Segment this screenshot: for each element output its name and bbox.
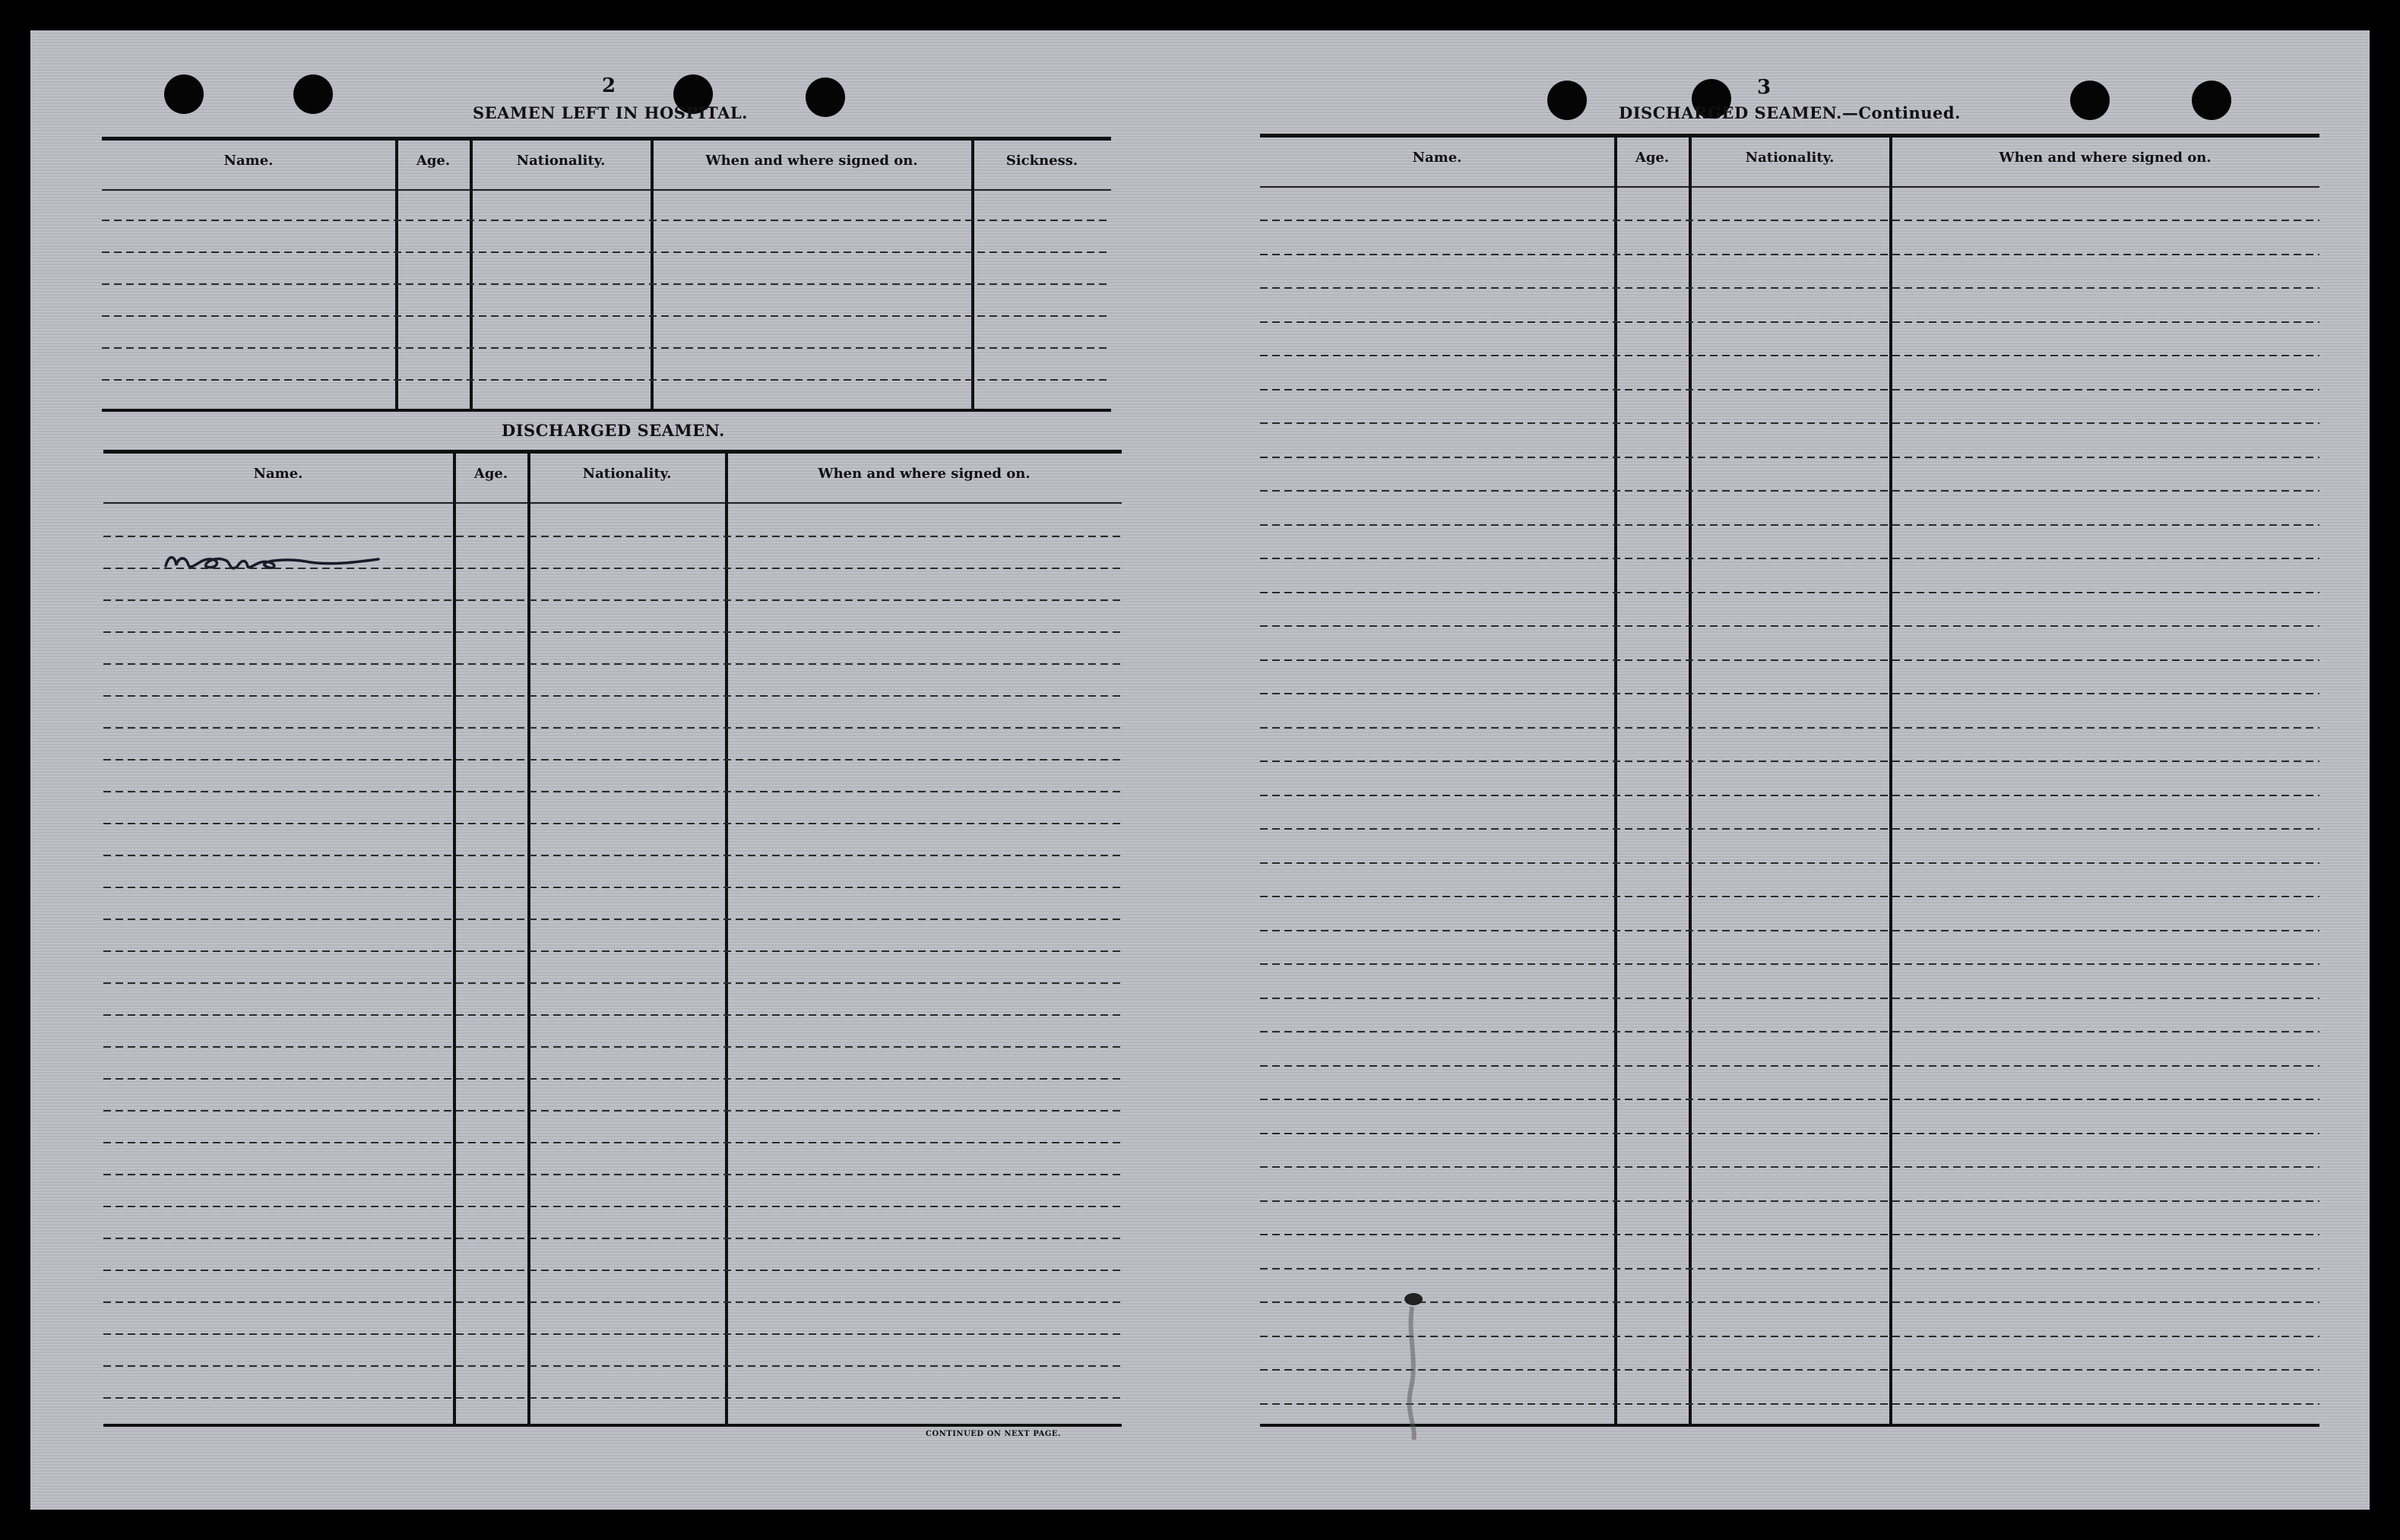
hospital-section-title: SEAMEN LEFT IN HOSPITAL. [473, 103, 748, 122]
punch-hole [1547, 81, 1587, 120]
table-row [102, 315, 1111, 317]
table-row [103, 950, 1122, 952]
handwritten-none-signature [158, 532, 386, 585]
table-row [103, 1174, 1122, 1175]
col-header-age: Age. [416, 153, 451, 169]
page-number-left: 2 [602, 74, 616, 97]
table-row [103, 1206, 1122, 1207]
punch-hole [2070, 81, 2110, 120]
table-row [103, 823, 1122, 824]
col-header-name: Name. [1412, 150, 1462, 166]
column-divider [1689, 138, 1692, 1424]
table-row [1260, 1031, 2319, 1032]
table-row [103, 631, 1122, 633]
table-row [103, 663, 1122, 665]
table-row [103, 919, 1122, 920]
table-row [103, 1046, 1122, 1048]
discharged-table-left [103, 450, 1122, 1427]
table-row [1260, 1166, 2319, 1168]
col-header-signed-on: When and where signed on. [705, 153, 918, 169]
table-row [102, 220, 1111, 221]
table-row [1260, 524, 2319, 526]
column-divider [1889, 138, 1892, 1424]
table-row [1260, 321, 2319, 323]
column-divider [651, 141, 654, 409]
table-row [1260, 1065, 2319, 1067]
table-row [103, 1397, 1122, 1399]
table-row [103, 1333, 1122, 1335]
hospital-table-header [102, 141, 1111, 191]
table-row [103, 1110, 1122, 1112]
table-row [102, 283, 1111, 285]
table-row [103, 1301, 1122, 1303]
punch-hole [2192, 81, 2231, 120]
table-row [1260, 963, 2319, 965]
col-header-name: Name. [223, 153, 274, 169]
col-header-age: Age. [473, 466, 508, 482]
column-divider [470, 141, 473, 409]
table-row [1260, 558, 2319, 559]
discharged-section-title: DISCHARGED SEAMEN. [502, 421, 725, 440]
table-row [1260, 727, 2319, 729]
table-row [103, 1365, 1122, 1367]
table-row [102, 347, 1111, 349]
col-header-nationality: Nationality. [516, 153, 606, 169]
table-row [1260, 287, 2319, 289]
table-row [103, 727, 1122, 729]
table-row [1260, 828, 2319, 830]
table-row [1260, 457, 2319, 458]
discharged-continued-title: DISCHARGED SEAMEN.—Continued. [1619, 103, 1961, 122]
table-row [1260, 625, 2319, 627]
table-row [103, 1142, 1122, 1143]
table-row [1260, 659, 2319, 661]
table-row [1260, 355, 2319, 356]
punch-hole [806, 77, 845, 117]
table-row [103, 1238, 1122, 1239]
table-row [1260, 930, 2319, 931]
table-row [1260, 998, 2319, 999]
column-divider [1614, 138, 1617, 1424]
col-header-signed-on: When and where signed on. [818, 466, 1031, 482]
table-row [1260, 761, 2319, 762]
table-row [1260, 1234, 2319, 1235]
ink-smudge-mark [1391, 1276, 1436, 1444]
table-row [103, 1014, 1122, 1016]
col-header-sickness: Sickness. [1005, 153, 1078, 169]
table-row [1260, 422, 2319, 424]
table-row [1260, 693, 2319, 694]
table-row [103, 1078, 1122, 1080]
table-row [103, 855, 1122, 856]
table-row [103, 599, 1122, 601]
table-row [1260, 1133, 2319, 1134]
discharged-table-header [103, 454, 1122, 504]
ink-smudge [1391, 1276, 1436, 1444]
discharged-continued-header [1260, 138, 2319, 188]
table-row [102, 251, 1111, 253]
table-row [103, 759, 1122, 761]
hospital-table [102, 137, 1111, 412]
col-header-nationality: Nationality. [582, 466, 672, 482]
table-row [103, 791, 1122, 792]
table-row [1260, 389, 2319, 391]
punch-hole [293, 74, 333, 114]
col-header-name: Name. [253, 466, 303, 482]
table-row [103, 695, 1122, 697]
page-number-right: 3 [1757, 76, 1772, 99]
table-row [1260, 862, 2319, 864]
table-row [1260, 1268, 2319, 1270]
document-sheet [30, 30, 2370, 1510]
col-header-nationality: Nationality. [1745, 150, 1835, 166]
table-row [103, 1270, 1122, 1271]
handwritten-entry [158, 532, 386, 585]
table-row [102, 379, 1111, 381]
table-row [1260, 490, 2319, 492]
table-row [1260, 795, 2319, 796]
col-header-age: Age. [1635, 150, 1670, 166]
table-row [1260, 254, 2319, 255]
column-divider [971, 141, 974, 409]
col-header-signed-on: When and where signed on. [1999, 150, 2212, 166]
table-row [1260, 1099, 2319, 1100]
table-row [103, 982, 1122, 984]
punch-hole [164, 74, 204, 114]
table-row [1260, 1200, 2319, 1202]
table-row [1260, 220, 2319, 221]
table-row [1260, 592, 2319, 593]
continued-footer: CONTINUED ON NEXT PAGE. [926, 1430, 1062, 1438]
table-row [103, 887, 1122, 888]
discharged-table-right [1260, 134, 2319, 1427]
table-row [1260, 896, 2319, 897]
column-divider [395, 141, 398, 409]
